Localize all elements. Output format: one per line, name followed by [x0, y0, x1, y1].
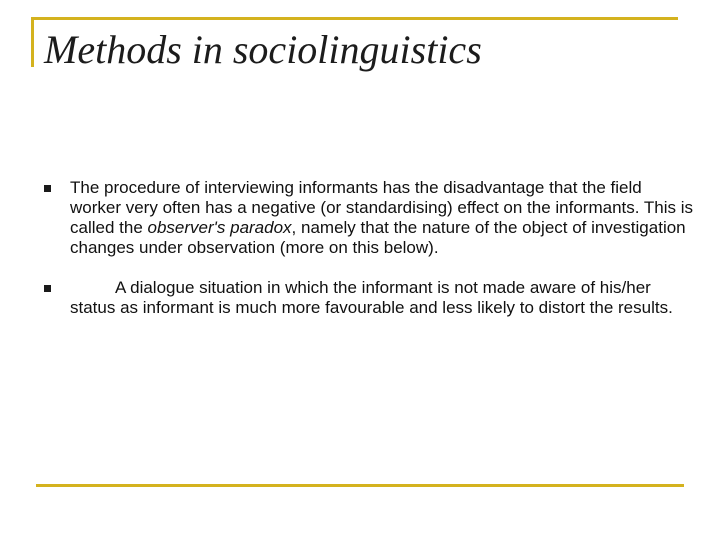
- bullet-1-emphasis: observer's paradox: [147, 218, 292, 237]
- bullet-1-text-end: , namely that the nature of the object of investigation changes under observation (more on this below).: [70, 218, 686, 257]
- bullet-2-text: A dialogue situation in which the informant is not made aware of his/her status as informant is much more favourable and less likely to distort the results.: [70, 278, 673, 317]
- bullet-item-2: [44, 278, 694, 318]
- frame-top-rule: [33, 17, 678, 20]
- frame-bottom-rule: [36, 484, 684, 487]
- frame-left-rule: [31, 17, 34, 67]
- square-bullet-icon: [44, 185, 51, 192]
- bullet-item-1: [44, 178, 694, 258]
- bullet-1-text-start: The procedure of interviewing informants has the disadvantage that the field worker very often has a negative (or standardising) effect on the informants. This is called the: [70, 178, 694, 237]
- bullet-list: [44, 178, 694, 318]
- square-bullet-icon: [44, 285, 51, 292]
- slide-title: Methods in sociolinguistics: [44, 27, 482, 72]
